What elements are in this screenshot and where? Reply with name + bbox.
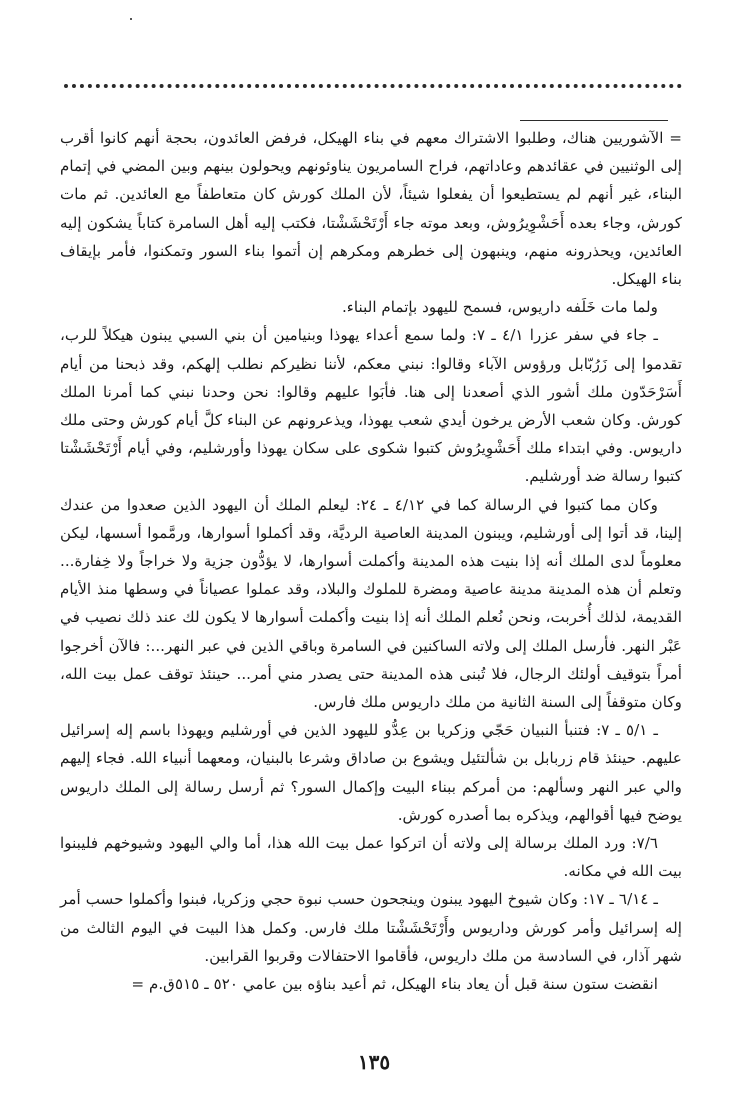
footnote-paragraph-1: = الآشوريين هناك، وطلبوا الاشتراك معهم في بناء الهيكل، فرفض العائدون، بحجة أنهم كانوا أقرب إلى الوثنيين في عقائدهم وعاداتهم، فراح السامريون يناوئونهم ويحولون بينهم وبين المضي في إتمام البناء، غير أنهم لم يستطيعوا أن يفعلوا شيئاً، لأن الملك كورش كان متعاطفاً مع العائدين. ثم مات كورش، وجاء بعده أَحَشْوِيرُوش، وبعد موته جاء أَرْتَحْشَشْتا، فكتب إليه أهل السامرة كتاباً يشكون إليه العائدين، ويحذرونه منهم، وينبهون إلى خطرهم ومكرهم إن أتموا بناء السور وتمكنوا، فأمر بإيقاف بناء الهيكل. — [60, 129, 682, 289]
footnote-paragraph-7: ـ ٦/١٤ ـ ١٧: وكان شيوخ اليهود يبنون وينجحون حسب نبوة حجي وزكريا، فبنوا وأكملوا حسب أمر إله إسرائيل وأمر كورش وداريوس وأَرْتَحْشَشْتا ملك فارس. وكمل هذا البيت في اليوم الثالث من شهر آذار، في السادسة من ملك داريوس، فأقاموا الاحتفالات وقربوا القرابين. — [60, 890, 682, 965]
footnote-paragraph-5: ـ ٥/١ ـ ٧: فتنبأ النبيان حَجّي وزكريا بن عِدُّو لليهود الذين في أورشليم ويهوذا باسم إله إسرائيل عليهم. حينئذ قام زربابل بن شألتئيل ويشوع بن صاداق وشرعا بالبنيان، ومعهما أنبياء الله. فجاء إليهم والي عبر النهر وسألهم: من أمركم ببناء البيت وإكمال السور؟ ثم أرسل رسالة إلى الملك داريوس يوضح فيها أقوالهم، ويذكره بما أصدره كورش. — [60, 721, 682, 824]
footnote-block — [60, 124, 682, 998]
stray-mark — [130, 18, 132, 20]
footnote-paragraph-6: ٧/٦: ورد الملك برسالة إلى ولاته أن اتركوا عمل بيت الله هذا، أما والي اليهود وشيوخهم فليبنوا بيت الله في مكانه. — [60, 834, 682, 881]
dotted-separator — [64, 84, 682, 88]
footnote-paragraph-8: انقضت ستون سنة قبل أن يعاد بناء الهيكل، ثم أعيد بناؤه بين عامي ٥٢٠ ـ ٥١٥ق.م = — [131, 975, 658, 994]
footnote-rule — [520, 120, 668, 121]
footnote-paragraph-3: ـ جاء في سفر عزرا ٤/١ ـ ٧: ولما سمع أعداء يهوذا وبنيامين أن بني السبي يبنون هيكلاً للرب، تقدموا إلى زَرُبّابل ورؤوس الآباء وقالوا: نبني معكم، لأننا نظيركم نطلب إلهكم، وقد ذبحنا من أيام أَسَرْحَدّون ملك أشور الذي أصعدنا إلى هنا. فأبَوا عليهم وقالوا: نحن وحدنا نبني كما أمرنا الملك كورش. وكان شعب الأرض يرخون أيدي شعب يهوذا، ويذعرونهم عن البناء كلَّ أيام كورش وحتى ملك داريوس. وفي ابتداء ملك أَحَشْوِيرُوش كتبوا شكوى على سكان يهوذا وأورشليم، وفي أيام أَرْتَحْشَشْتا كتبوا رسالة ضد أورشليم. — [60, 326, 682, 486]
page-number: ١٣٥ — [357, 1050, 391, 1074]
footnote-paragraph-2: ولما مات خَلَفه داريوس، فسمح لليهود بإتمام البناء. — [341, 298, 658, 317]
footnote-paragraph-4: وكان مما كتبوا في الرسالة كما في ٤/١٢ ـ ٢٤: ليعلم الملك أن اليهود الذين صعدوا من عندك إلينا، قد أتوا إلى أورشليم، ويبنون المدينة العاصية الرديَّة، وقد أكملوا أسوارها، ورمَّموا أسسها، ليكن معلوماً لدى الملك أنه إذا بنيت هذه المدينة وأكملت أسوارها، لا يؤدُّون جزية ولا خراجاً ولا خِفارة... وتعلم أن هذه المدينة مدينة عاصية ومضرة للملوك والبلاد، وقد عملوا عصياناً في وسطها منذ الأيام القديمة، لذلك أُخربت، ونحن نُعلم الملك أنه إذا بنيت وأكملت أسوارها لا يكون لك عند ذلك نصيب في عَبْر النهر. فأرسل الملك إلى ولاته الساكنين في السامرة وباقي الذين في عبر النهر...: فالآن أخرجوا أمراً بتوقيف أولئك الرجال، فلا تُبنى هذه المدينة حتى يصدر مني أمر... حينئذ توقف عمل بيت الله، وكان متوقفاً إلى السنة الثانية من ملك داريوس ملك فارس. — [60, 495, 682, 712]
